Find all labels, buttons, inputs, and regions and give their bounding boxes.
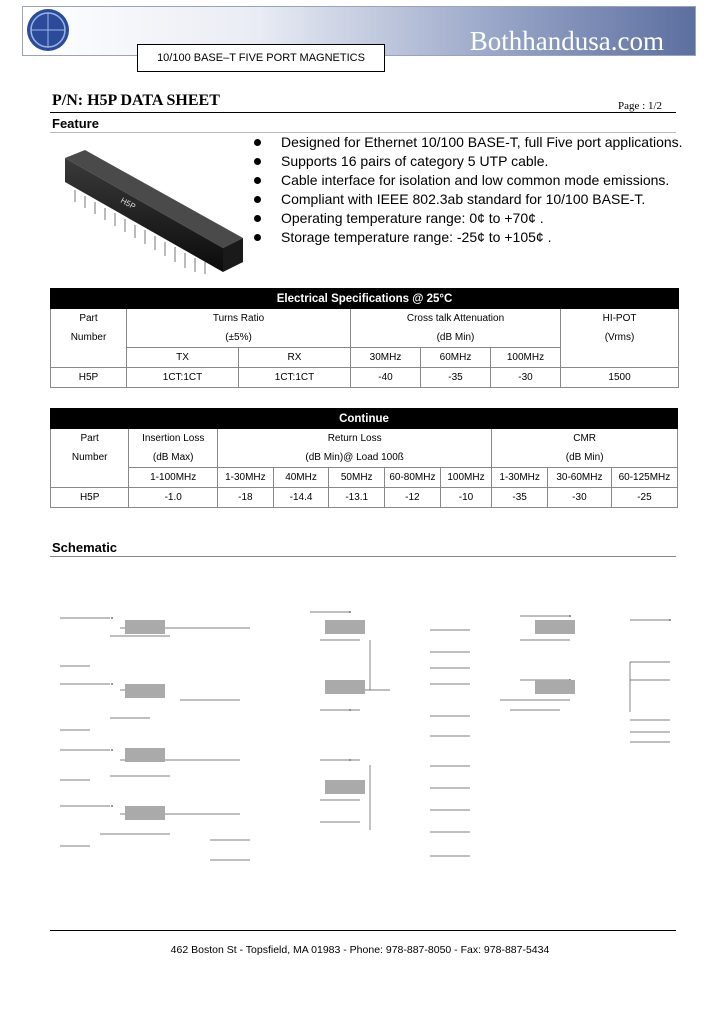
header-cell: (Vrms) <box>561 328 679 348</box>
header-cell: Number <box>51 328 127 348</box>
feature-item: Designed for Ethernet 10/100 BASE-T, full Five port applications. <box>254 133 684 152</box>
header-cell: 40MHz <box>273 468 329 488</box>
feature-item: Operating temperature range: 0¢ to +70¢ . <box>254 209 684 228</box>
table-cell: H5P <box>51 368 127 388</box>
table-cell: -35 <box>492 488 548 508</box>
table-cell: 1CT:1CT <box>239 368 351 388</box>
header-cell: 60MHz <box>421 348 491 368</box>
header-cell: 60-125MHz <box>611 468 677 488</box>
table-cell: -25 <box>611 488 677 508</box>
header-cell: 60-80MHz <box>385 468 441 488</box>
table-cell: -40 <box>351 368 421 388</box>
header-cell: CMR <box>492 429 678 449</box>
table-cell: -35 <box>421 368 491 388</box>
table-cell: -12 <box>385 488 441 508</box>
header-cell: HI-POT <box>561 309 679 329</box>
header-cell: Return Loss <box>218 429 492 449</box>
header-cell: 1-100MHz <box>129 468 218 488</box>
electrical-spec-table <box>50 288 679 388</box>
continue-spec-table <box>50 408 678 508</box>
table-cell: -13.1 <box>329 488 385 508</box>
header-cell: 100MHz <box>491 348 561 368</box>
page-number: Page : 1/2 <box>618 100 662 112</box>
feature-list <box>254 133 684 247</box>
feature-item: Storage temperature range: -25¢ to +105¢ . <box>254 228 684 247</box>
product-marking: H5P <box>119 195 138 212</box>
table-title: Electrical Specifications @ 25°C <box>51 289 679 309</box>
feature-item: Cable interface for isolation and low common mode emissions. <box>254 171 684 190</box>
header-cell: 100MHz <box>440 468 492 488</box>
footer-rule <box>50 930 676 931</box>
header-cell: (dB Max) <box>129 448 218 468</box>
document-subtitle: 10/100 BASE–T FIVE PORT MAGNETICS <box>137 44 385 72</box>
table-row <box>51 368 679 388</box>
header-cell: RX <box>239 348 351 368</box>
product-photo <box>55 150 245 275</box>
header-cell: 50MHz <box>329 468 385 488</box>
table-cell: 1500 <box>561 368 679 388</box>
title-rule <box>50 112 676 113</box>
footer-address: 462 Boston St - Topsfield, MA 01983 - Phone: 978-887-8050 - Fax: 978-887-5434 <box>170 944 550 956</box>
header-cell: Turns Ratio <box>127 309 351 329</box>
header-cell: Insertion Loss <box>129 429 218 449</box>
site-name: Bothhandusa.com <box>469 26 664 56</box>
table-cell: H5P <box>51 488 129 508</box>
header-cell: TX <box>127 348 239 368</box>
table-cell: -30 <box>547 488 611 508</box>
table-cell: -10 <box>440 488 492 508</box>
feature-item: Supports 16 pairs of category 5 UTP cable. <box>254 152 684 171</box>
header-cell: (dB Min)@ Load 100ß <box>218 448 492 468</box>
table-cell: -14.4 <box>273 488 329 508</box>
table-cell: 1CT:1CT <box>127 368 239 388</box>
schematic-diagram <box>50 600 680 870</box>
header-cell: Number <box>51 448 129 468</box>
schematic-rule <box>50 556 676 557</box>
header-cell: 30MHz <box>351 348 421 368</box>
table-row <box>51 488 678 508</box>
header-cell: (dB Min) <box>351 328 561 348</box>
table-cell: -30 <box>491 368 561 388</box>
header-cell: Cross talk Attenuation <box>351 309 561 329</box>
schematic-heading: Schematic <box>52 540 118 555</box>
header-cell: 1-30MHz <box>218 468 274 488</box>
feature-item: Compliant with IEEE 802.3ab standard for 10/100 BASE-T. <box>254 190 684 209</box>
table-cell: -1.0 <box>129 488 218 508</box>
header-cell: (±5%) <box>127 328 351 348</box>
header-cell: (dB Min) <box>492 448 678 468</box>
header-cell: 1-30MHz <box>492 468 548 488</box>
header-cell: Part <box>51 429 129 449</box>
table-cell: -18 <box>218 488 274 508</box>
feature-heading: Feature <box>52 116 99 131</box>
table-title: Continue <box>51 409 678 429</box>
header-cell: 30-60MHz <box>547 468 611 488</box>
page-title: P/N: H5P DATA SHEET <box>52 92 220 109</box>
header-cell: Part <box>51 309 127 329</box>
company-logo <box>26 8 70 52</box>
